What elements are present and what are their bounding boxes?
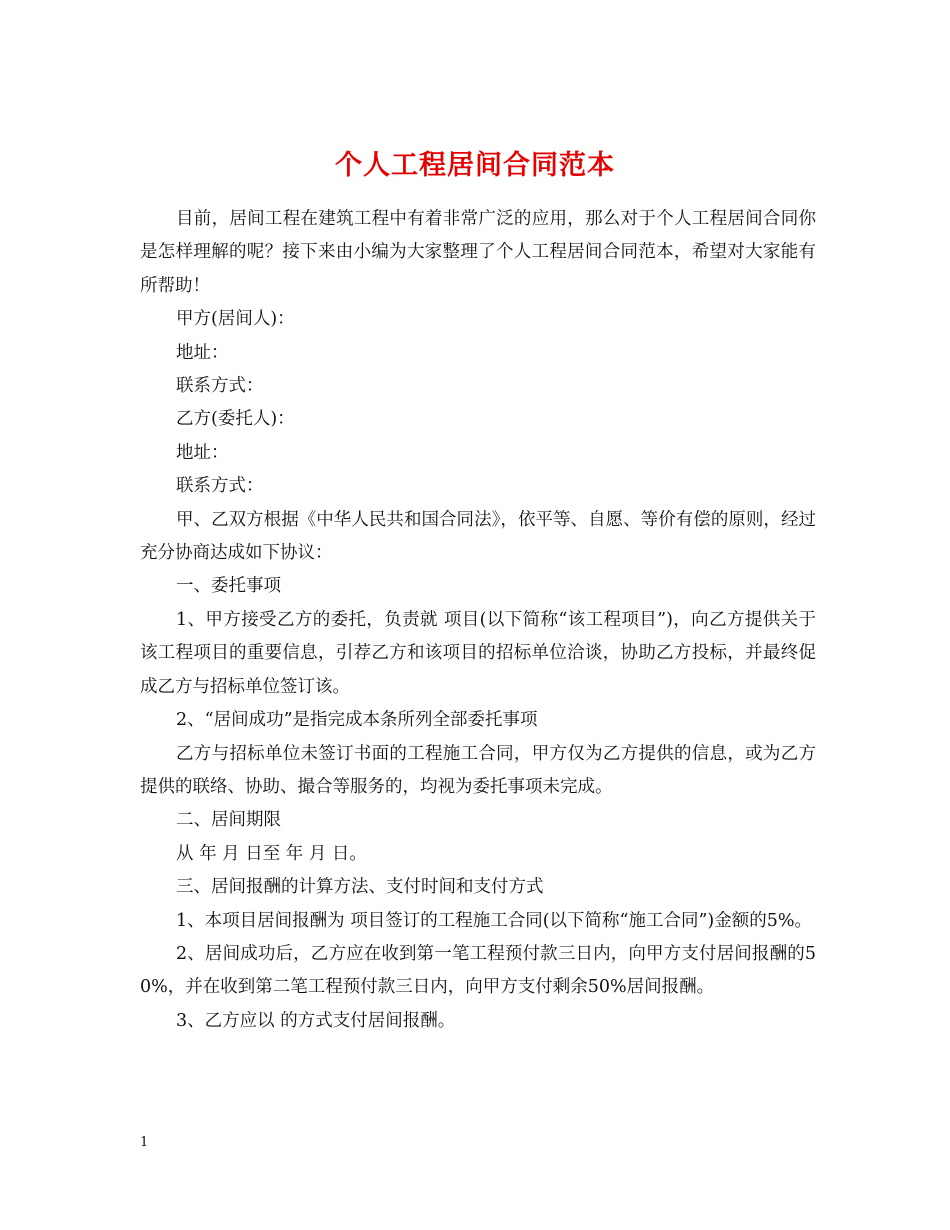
intro-paragraph: 目前，居间工程在建筑工程中有着非常广泛的应用，那么对于个人工程居间合同你是怎样理解的呢？接下来由小编为大家整理了个人工程居间合同范本，希望对大家能有所帮助！ (140, 209, 816, 296)
party-a-address-line: 地址： (176, 342, 229, 363)
party-a-contact-line: 联系方式： (176, 376, 264, 397)
clause-paragraph: 1、本项目居间报酬为 项目签订的工程施工合同(以下简称“施工合同”)金额的5%。 (176, 910, 813, 931)
section-heading-remuneration: 三、居间报酬的计算方法、支付时间和支付方式 (176, 877, 544, 898)
party-a-line: 甲方(居间人)： (176, 309, 295, 330)
clause-paragraph: 2、居间成功后，乙方应在收到第一笔工程预付款三日内，向甲方支付居间报酬的50%，并在收到第二笔工程预付款三日内，向甲方支付剩余50%居间报酬。 (140, 943, 816, 998)
party-b-contact-line: 联系方式： (176, 476, 264, 497)
clause-paragraph: 1、甲方接受乙方的委托，负责就 项目(以下简称“该工程项目”)，向乙方提供关于该工程项目的重要信息，引荐乙方和该项目的招标单位洽谈，协助乙方投标，并最终促成乙方与招标单位签订该。 (140, 609, 816, 697)
party-b-line: 乙方(委托人)： (176, 409, 295, 430)
term-date-line: 从 年 月 日至 年 月 日。 (176, 843, 367, 864)
section-heading-term: 二、居间期限 (176, 810, 281, 831)
agreement-basis-paragraph: 甲、乙双方根据《中华人民共和国合同法》，依平等、自愿、等价有偿的原则，经过充分协商达成如下协议： (140, 509, 816, 564)
clause-paragraph: 3、乙方应以 的方式支付居间报酬。 (176, 1010, 456, 1031)
party-b-address-line: 地址： (176, 442, 229, 463)
section-heading-entrusted-matters: 一、委托事项 (176, 576, 281, 597)
page-title: 个人工程居间合同范本 (335, 150, 615, 182)
clause-paragraph: 2、“居间成功”是指完成本条所列全部委托事项 (176, 710, 538, 731)
clause-paragraph: 乙方与招标单位未签订书面的工程施工合同，甲方仅为乙方提供的信息，或为乙方提供的联络、协助、撮合等服务的，均视为委托事项未完成。 (140, 743, 816, 797)
document-body (140, 203, 816, 1038)
page-number: 1 (140, 1135, 149, 1150)
